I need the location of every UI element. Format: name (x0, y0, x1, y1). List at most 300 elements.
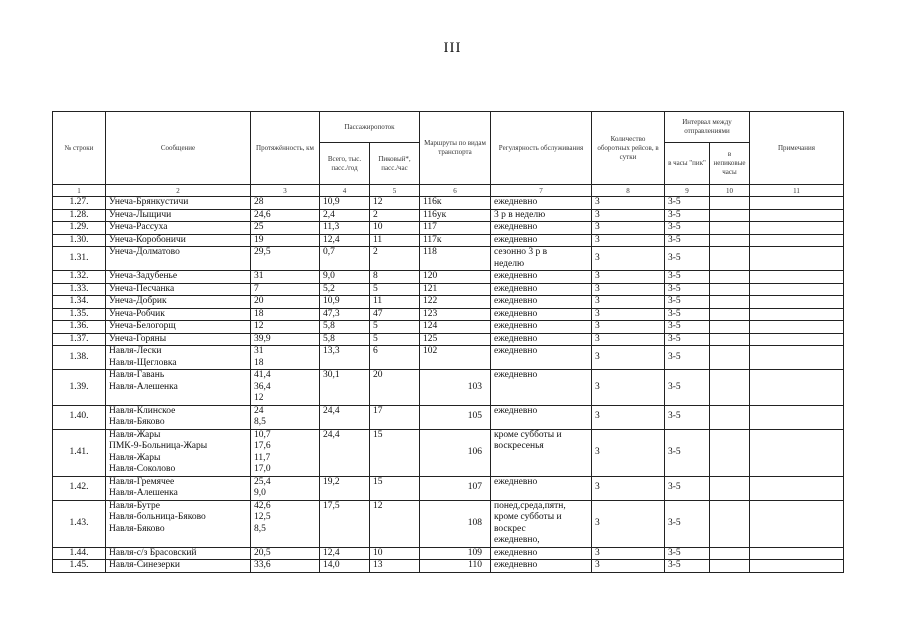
marshrut-cell: 123 (420, 308, 491, 321)
length-cell (251, 197, 320, 210)
route-cell (106, 346, 251, 370)
trips-cell: 3 (592, 296, 665, 309)
interval-peak-cell: 3-5 (665, 308, 710, 321)
header-routes: Маршруты по видам транспорта (420, 112, 491, 185)
header-interval: Интервал между отправлениями (665, 112, 750, 143)
route-cell (106, 547, 251, 560)
pax-peak-cell: 15 (370, 429, 420, 476)
column-number: 1 (53, 185, 106, 197)
regularity-cell (491, 560, 592, 573)
pax-total-cell: 30,1 (320, 370, 370, 406)
column-number: 4 (320, 185, 370, 197)
reg-line: ежедневно (494, 222, 538, 232)
marshrut-cell: 120 (420, 271, 491, 284)
column-number: 6 (420, 185, 491, 197)
length-cell (251, 209, 320, 222)
header-regularity: Регулярность обслуживания (491, 112, 592, 185)
route-line: Навля-Гавань (109, 370, 165, 380)
length-cell (251, 547, 320, 560)
pax-peak-cell: 10 (370, 547, 420, 560)
header-route: Сообщение (106, 112, 251, 185)
length-cell (251, 234, 320, 247)
interval-offpeak-cell (710, 429, 750, 476)
route-line: Навля-Бяково (109, 523, 165, 534)
column-number: 10 (710, 185, 750, 197)
route-table (52, 111, 844, 573)
route-line: Унеча-Лыщичи (109, 209, 172, 220)
reg-line: воскресенья (494, 441, 544, 451)
reg-line: ежедневно (494, 346, 538, 356)
interval-peak-cell: 3-5 (665, 429, 710, 476)
reg-line: ежедневно (494, 370, 538, 380)
pax-peak-cell: 2 (370, 209, 420, 222)
notes-cell (750, 321, 844, 334)
route-line: Унеча-Задубенье (109, 271, 178, 281)
row-number: 1.35. (53, 308, 106, 321)
reg-line: 3 р в неделю (494, 209, 546, 220)
column-number: 2 (106, 185, 251, 197)
notes-cell (750, 296, 844, 309)
length-line: 20,5 (254, 547, 271, 558)
notes-cell (750, 476, 844, 500)
interval-offpeak-cell (710, 271, 750, 284)
regularity-cell (491, 209, 592, 222)
reg-line: ежедневно, (494, 535, 540, 545)
pax-total-cell: 47,3 (320, 308, 370, 321)
pax-total-cell: 12,4 (320, 547, 370, 560)
route-line: Унеча-Песчанка (109, 283, 175, 294)
length-cell (251, 346, 320, 370)
length-line: 25 (254, 222, 264, 232)
interval-offpeak-cell (710, 209, 750, 222)
reg-line: неделю (494, 258, 525, 269)
pax-peak-cell: 11 (370, 234, 420, 247)
reg-line: ежедневно (494, 405, 538, 416)
length-cell (251, 283, 320, 296)
length-line: 29,5 (254, 247, 271, 257)
route-line: Унеча-Добрик (109, 296, 167, 306)
trips-cell: 3 (592, 405, 665, 429)
length-line: 24,6 (254, 209, 271, 220)
interval-peak-cell: 3-5 (665, 346, 710, 370)
pax-total-cell: 14,0 (320, 560, 370, 573)
length-cell (251, 370, 320, 406)
regularity-cell (491, 500, 592, 547)
length-line: 36,4 (254, 381, 271, 392)
row-number: 1.31. (53, 247, 106, 271)
interval-peak-cell: 3-5 (665, 247, 710, 271)
notes-cell (750, 560, 844, 573)
row-number: 1.41. (53, 429, 106, 476)
interval-peak-cell: 3-5 (665, 547, 710, 560)
interval-peak-cell: 3-5 (665, 370, 710, 406)
interval-offpeak-cell (710, 308, 750, 321)
pax-peak-cell: 2 (370, 247, 420, 271)
route-line: Унеча-Белогорщ (109, 321, 176, 331)
route-line: Навля-Алешенка (109, 381, 178, 392)
pax-peak-cell: 5 (370, 283, 420, 296)
row-number: 1.33. (53, 283, 106, 296)
table-body (53, 197, 844, 573)
marshrut-cell: 116ук (420, 209, 491, 222)
route-cell (106, 283, 251, 296)
marshrut-cell: 116к (420, 197, 491, 210)
interval-offpeak-cell (710, 234, 750, 247)
table-row (53, 560, 844, 573)
regularity-cell (491, 476, 592, 500)
length-line: 31 (254, 346, 264, 356)
page-number: III (443, 40, 462, 56)
pax-peak-cell: 5 (370, 333, 420, 346)
pax-peak-cell: 20 (370, 370, 420, 406)
row-number: 1.45. (53, 560, 106, 573)
reg-line: ежедневно (494, 547, 538, 558)
trips-cell: 3 (592, 333, 665, 346)
table-row (53, 321, 844, 334)
marshrut-cell: 107 (420, 476, 491, 500)
column-number: 8 (592, 185, 665, 197)
header-row-no: № строки (53, 112, 106, 185)
length-line: 17,0 (254, 464, 271, 474)
regularity-cell (491, 321, 592, 334)
length-line: 8,5 (254, 523, 266, 534)
interval-peak-cell: 3-5 (665, 560, 710, 573)
length-line: 39,9 (254, 333, 271, 344)
route-line: Навля-Жары (109, 452, 161, 463)
pax-peak-cell: 8 (370, 271, 420, 284)
reg-line: ежедневно (494, 197, 538, 207)
header-pax-flow: Пассажиропоток (320, 112, 420, 143)
route-cell (106, 321, 251, 334)
interval-offpeak-cell (710, 197, 750, 210)
header-length: Протяжённость, км (251, 112, 320, 185)
interval-peak-cell: 3-5 (665, 197, 710, 210)
row-number: 1.43. (53, 500, 106, 547)
pax-total-cell: 24,4 (320, 429, 370, 476)
regularity-cell (491, 296, 592, 309)
row-number: 1.30. (53, 234, 106, 247)
route-line: Унеча-Рассуха (109, 222, 168, 232)
length-cell (251, 308, 320, 321)
row-number: 1.36. (53, 321, 106, 334)
marshrut-cell: 102 (420, 346, 491, 370)
length-cell (251, 405, 320, 429)
pax-total-cell: 17,5 (320, 500, 370, 547)
marshrut-cell: 103 (420, 370, 491, 406)
reg-line: ежедневно (494, 234, 538, 245)
route-cell (106, 234, 251, 247)
route-line: ПМК-9-Больница-Жары (109, 441, 208, 451)
table-row (53, 308, 844, 321)
interval-peak-cell: 3-5 (665, 476, 710, 500)
notes-cell (750, 370, 844, 406)
trips-cell: 3 (592, 234, 665, 247)
pax-peak-cell: 13 (370, 560, 420, 573)
regularity-cell (491, 271, 592, 284)
trips-cell: 3 (592, 197, 665, 210)
length-cell (251, 222, 320, 235)
column-number: 9 (665, 185, 710, 197)
table-row (53, 370, 844, 406)
marshrut-cell: 108 (420, 500, 491, 547)
route-line: Навля-Алешенка (109, 488, 178, 498)
trips-cell: 3 (592, 308, 665, 321)
reg-line: ежедневно (494, 308, 538, 319)
marshrut-cell: 118 (420, 247, 491, 271)
interval-peak-cell: 3-5 (665, 222, 710, 235)
length-line: 12 (254, 321, 264, 331)
route-cell (106, 271, 251, 284)
length-cell (251, 333, 320, 346)
pax-peak-cell: 6 (370, 346, 420, 370)
interval-offpeak-cell (710, 333, 750, 346)
route-line: Унеча-Робчик (109, 308, 165, 319)
length-cell (251, 429, 320, 476)
pax-total-cell: 5,2 (320, 283, 370, 296)
marshrut-cell: 105 (420, 405, 491, 429)
regularity-cell (491, 247, 592, 271)
length-line: 25,4 (254, 476, 271, 487)
notes-cell (750, 547, 844, 560)
regularity-cell (491, 346, 592, 370)
row-number: 1.29. (53, 222, 106, 235)
regularity-cell (491, 429, 592, 476)
reg-line: ежедневно (494, 560, 538, 570)
header-interval-offpeak: в непиковые часы (710, 143, 750, 185)
trips-cell: 3 (592, 547, 665, 560)
marshrut-cell: 109 (420, 547, 491, 560)
route-line: Навля-Бутре (109, 500, 160, 511)
pax-peak-cell: 47 (370, 308, 420, 321)
route-line: Навля-Лески (109, 346, 162, 356)
length-line: 19 (254, 234, 264, 245)
route-line: Унеча-Горяны (109, 333, 167, 344)
route-line: Навля-Бяково (109, 417, 165, 427)
length-line: 17,6 (254, 441, 271, 451)
route-cell (106, 370, 251, 406)
pax-total-cell: 5,8 (320, 333, 370, 346)
route-line: Унеча-Брянкустичи (109, 197, 189, 207)
route-cell (106, 405, 251, 429)
route-line: Навля-с/з Брасовский (109, 547, 197, 558)
length-cell (251, 500, 320, 547)
route-cell (106, 308, 251, 321)
reg-line: сезонно 3 р в (494, 247, 548, 257)
trips-cell: 3 (592, 222, 665, 235)
row-number: 1.42. (53, 476, 106, 500)
table-row (53, 222, 844, 235)
length-cell (251, 476, 320, 500)
interval-offpeak-cell (710, 370, 750, 406)
table-row (53, 333, 844, 346)
pax-total-cell: 10,9 (320, 197, 370, 210)
table-row (53, 547, 844, 560)
trips-cell: 3 (592, 271, 665, 284)
row-number: 1.32. (53, 271, 106, 284)
trips-cell: 3 (592, 500, 665, 547)
regularity-cell (491, 283, 592, 296)
route-line: Навля-больница-Бяково (109, 512, 206, 522)
route-cell (106, 429, 251, 476)
interval-peak-cell: 3-5 (665, 283, 710, 296)
trips-cell: 3 (592, 247, 665, 271)
notes-cell (750, 500, 844, 547)
column-number: 11 (750, 185, 844, 197)
length-line: 41,4 (254, 370, 271, 380)
length-line: 9,0 (254, 488, 266, 498)
interval-offpeak-cell (710, 476, 750, 500)
header-trips: Количество оборотных рейсов, в сутки (592, 112, 665, 185)
trips-cell: 3 (592, 346, 665, 370)
length-cell (251, 247, 320, 271)
interval-offpeak-cell (710, 321, 750, 334)
reg-line: ежедневно (494, 476, 538, 487)
interval-peak-cell: 3-5 (665, 321, 710, 334)
length-line: 24 (254, 405, 264, 416)
pax-total-cell: 9,0 (320, 271, 370, 284)
trips-cell: 3 (592, 560, 665, 573)
table-row (53, 283, 844, 296)
interval-peak-cell: 3-5 (665, 333, 710, 346)
header-interval-peak: в часы "пик" (665, 143, 710, 185)
route-cell (106, 500, 251, 547)
route-line: Навля-Гремячее (109, 476, 175, 487)
pax-peak-cell: 17 (370, 405, 420, 429)
interval-offpeak-cell (710, 296, 750, 309)
interval-peak-cell: 3-5 (665, 500, 710, 547)
pax-peak-cell: 12 (370, 197, 420, 210)
length-line: 33,6 (254, 560, 271, 570)
reg-line: понед,среда,пятн, (494, 500, 566, 511)
pax-total-cell: 2,4 (320, 209, 370, 222)
notes-cell (750, 197, 844, 210)
reg-line: ежедневно (494, 296, 538, 306)
column-number: 3 (251, 185, 320, 197)
interval-peak-cell: 3-5 (665, 296, 710, 309)
regularity-cell (491, 405, 592, 429)
row-number: 1.39. (53, 370, 106, 406)
header-notes: Примечания (750, 112, 844, 185)
table-row (53, 197, 844, 210)
regularity-cell (491, 234, 592, 247)
row-number: 1.37. (53, 333, 106, 346)
pax-total-cell: 0,7 (320, 247, 370, 271)
header-pax-peak: Пиковый*, пасс./час (370, 143, 420, 185)
marshrut-cell: 110 (420, 560, 491, 573)
marshrut-cell: 117к (420, 234, 491, 247)
regularity-cell (491, 308, 592, 321)
pax-peak-cell: 11 (370, 296, 420, 309)
row-number: 1.44. (53, 547, 106, 560)
route-cell (106, 197, 251, 210)
column-number-row (53, 185, 844, 197)
reg-line: кроме субботы и (494, 512, 562, 522)
pax-peak-cell: 15 (370, 476, 420, 500)
route-line: Навля-Синезерки (109, 560, 180, 570)
notes-cell (750, 308, 844, 321)
table-row (53, 271, 844, 284)
interval-peak-cell: 3-5 (665, 271, 710, 284)
trips-cell: 3 (592, 370, 665, 406)
length-line: 10,7 (254, 429, 271, 440)
route-line: Навля-Щегловка (109, 357, 177, 368)
table-row (53, 346, 844, 370)
reg-line: кроме субботы и (494, 429, 562, 440)
length-line: 20 (254, 296, 264, 306)
marshrut-cell: 117 (420, 222, 491, 235)
interval-offpeak-cell (710, 222, 750, 235)
reg-line: ежедневно (494, 271, 538, 281)
reg-line: ежедневно (494, 283, 538, 294)
table-row (53, 247, 844, 271)
table-row (53, 476, 844, 500)
route-line: Навля-Жары (109, 429, 161, 440)
route-cell (106, 476, 251, 500)
notes-cell (750, 429, 844, 476)
trips-cell: 3 (592, 209, 665, 222)
pax-peak-cell: 10 (370, 222, 420, 235)
notes-cell (750, 271, 844, 284)
pax-total-cell: 24,4 (320, 405, 370, 429)
interval-peak-cell: 3-5 (665, 405, 710, 429)
length-line: 7 (254, 283, 259, 294)
header-pax-total: Всего, тыс. пасс./год (320, 143, 370, 185)
trips-cell: 3 (592, 321, 665, 334)
pax-peak-cell: 12 (370, 500, 420, 547)
length-line: 31 (254, 271, 264, 281)
reg-line: ежедневно (494, 333, 538, 344)
table-row (53, 209, 844, 222)
marshrut-cell: 125 (420, 333, 491, 346)
trips-cell: 3 (592, 476, 665, 500)
pax-total-cell: 5,8 (320, 321, 370, 334)
interval-peak-cell: 3-5 (665, 209, 710, 222)
route-line: Унеча-Коробоничи (109, 234, 186, 245)
notes-cell (750, 283, 844, 296)
pax-total-cell: 11,3 (320, 222, 370, 235)
table-row (53, 296, 844, 309)
route-line: Навля-Соколово (109, 464, 176, 474)
regularity-cell (491, 333, 592, 346)
interval-peak-cell: 3-5 (665, 234, 710, 247)
regularity-cell (491, 222, 592, 235)
length-line: 12,5 (254, 512, 271, 522)
length-line: 42,6 (254, 500, 271, 511)
regularity-cell (491, 547, 592, 560)
notes-cell (750, 247, 844, 271)
row-number: 1.40. (53, 405, 106, 429)
pax-total-cell: 13,3 (320, 346, 370, 370)
table-row (53, 500, 844, 547)
length-cell (251, 560, 320, 573)
table-row (53, 429, 844, 476)
table-header (53, 112, 844, 197)
notes-cell (750, 346, 844, 370)
interval-offpeak-cell (710, 247, 750, 271)
pax-total-cell: 12,4 (320, 234, 370, 247)
notes-cell (750, 209, 844, 222)
regularity-cell (491, 370, 592, 406)
route-cell (106, 560, 251, 573)
interval-offpeak-cell (710, 547, 750, 560)
length-line: 12 (254, 393, 264, 403)
table-row (53, 405, 844, 429)
notes-cell (750, 222, 844, 235)
regularity-cell (491, 197, 592, 210)
column-number: 5 (370, 185, 420, 197)
marshrut-cell: 124 (420, 321, 491, 334)
route-line: Унеча-Долматово (109, 247, 180, 257)
